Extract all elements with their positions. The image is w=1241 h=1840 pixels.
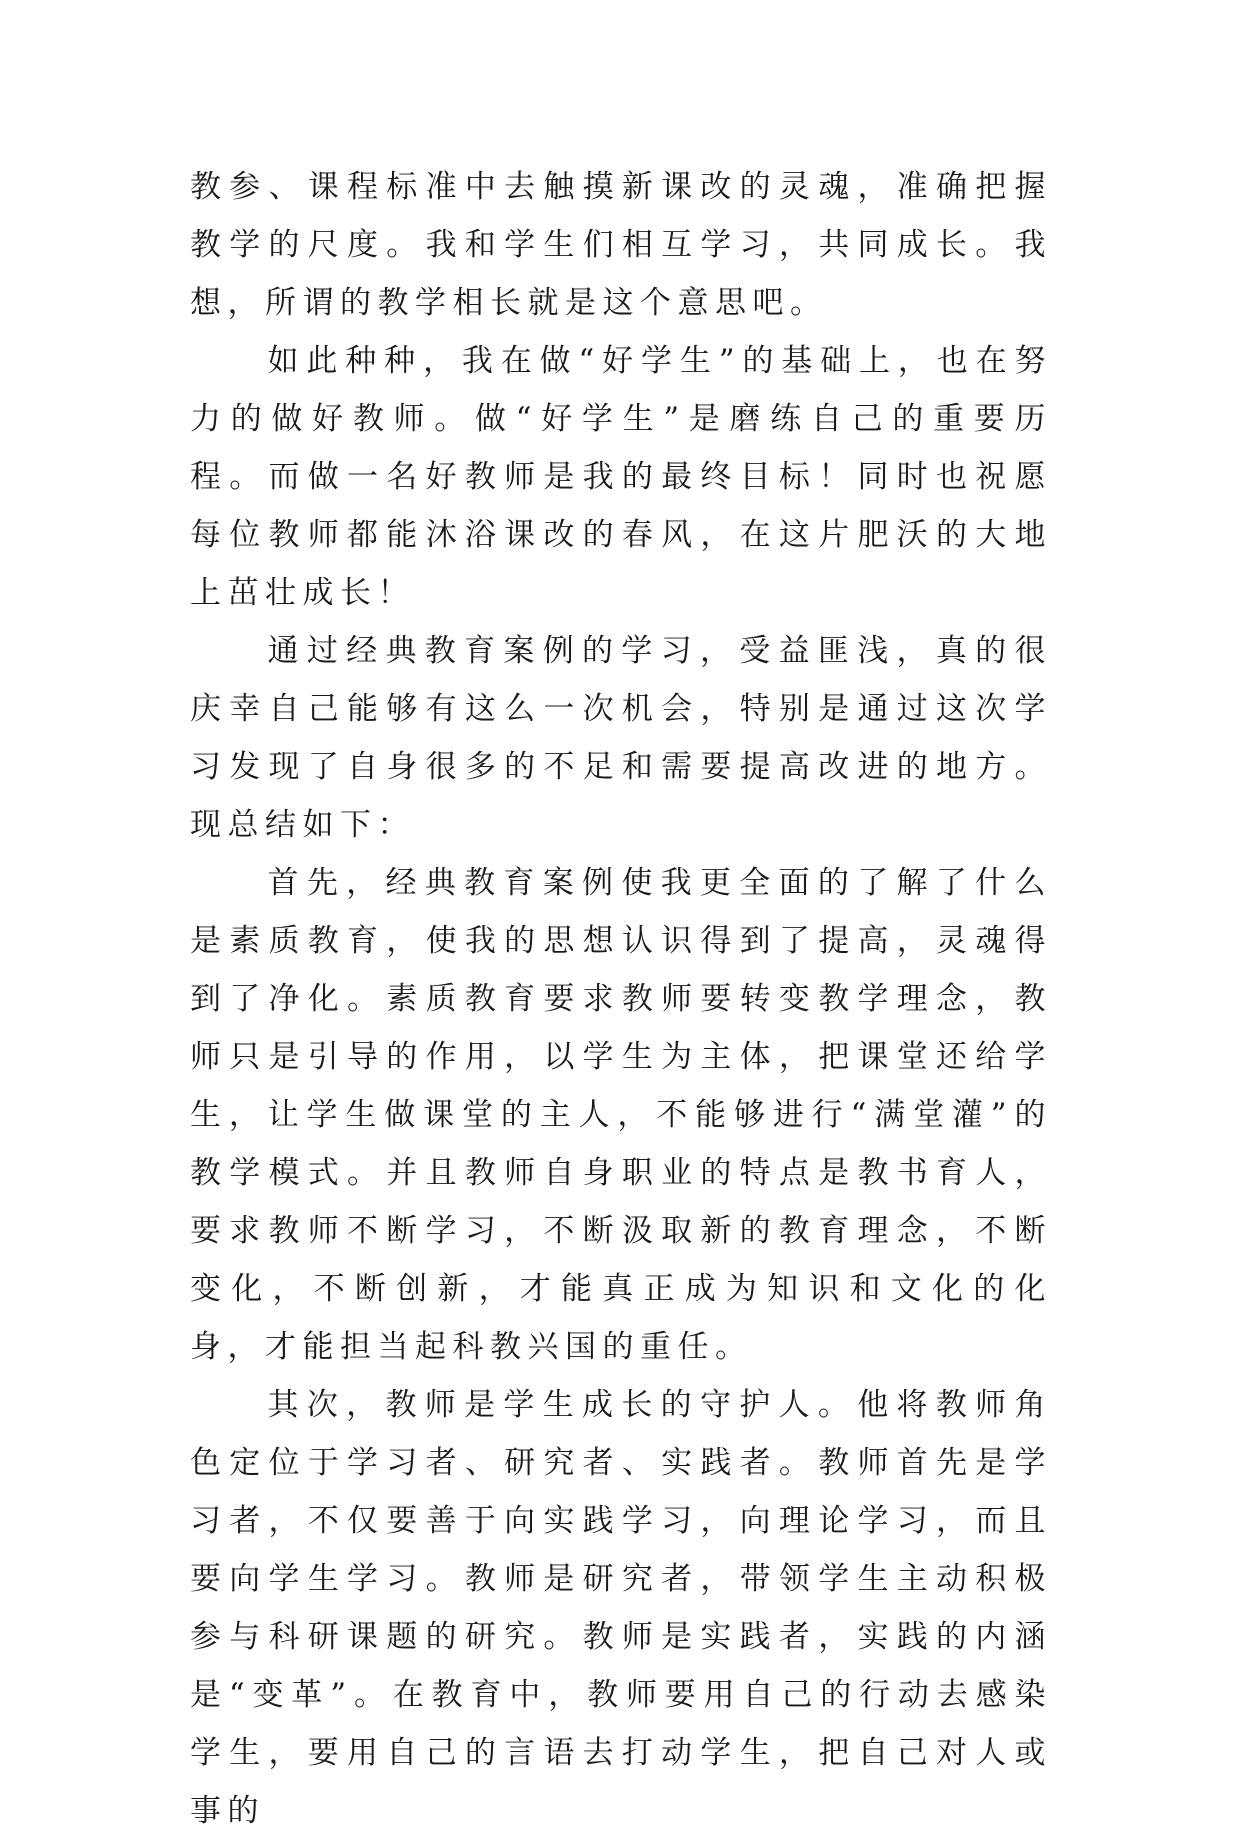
document-body — [190, 158, 1052, 1840]
paragraph-1: 教参、课程标准中去触摸新课改的灵魂，准确把握教学的尺度。我和学生们相互学习，共同成长。我想，所谓的教学相长就是这个意思吧。 — [190, 169, 1052, 321]
paragraph-2: 如此种种，我在做“好学生”的基础上，也在努力的做好教师。做“好学生”是磨练自己的重要历程。而做一名好教师是我的最终目标！同时也祝愿每位教师都能沐浴课改的春风，在这片肥沃的大地上茁壮成长！ — [190, 343, 1052, 611]
paragraph-4: 首先，经典教育案例使我更全面的了解了什么是素质教育，使我的思想认识得到了提高，灵魂得到了净化。素质教育要求教师要转变教学理念，教师只是引导的作用，以学生为主体，把课堂还给学生，让学生做课堂的主人，不能够进行“满堂灌”的教学模式。并且教师自身职业的特点是教书育人，要求教师不断学习，不断汲取新的教育理念，不断变化，不断创新，才能真正成为知识和文化的化身，才能担当起科教兴国的重任。 — [190, 865, 1052, 1365]
paragraph-3: 通过经典教育案例的学习，受益匪浅，真的很庆幸自己能够有这么一次机会，特别是通过这次学习发现了自身很多的不足和需要提高改进的地方。现总结如下： — [190, 633, 1052, 843]
paragraph-5: 其次，教师是学生成长的守护人。他将教师角色定位于学习者、研究者、实践者。教师首先是学习者，不仅要善于向实践学习，向理论学习，而且要向学生学习。教师是研究者，带领学生主动积极参与科研课题的研究。教师是实践者，实践的内涵是“变革”。在教育中，教师要用自己的行动去感染学生，要用自己的言语去打动学生，把自己对人或事的 — [190, 1387, 1052, 1829]
